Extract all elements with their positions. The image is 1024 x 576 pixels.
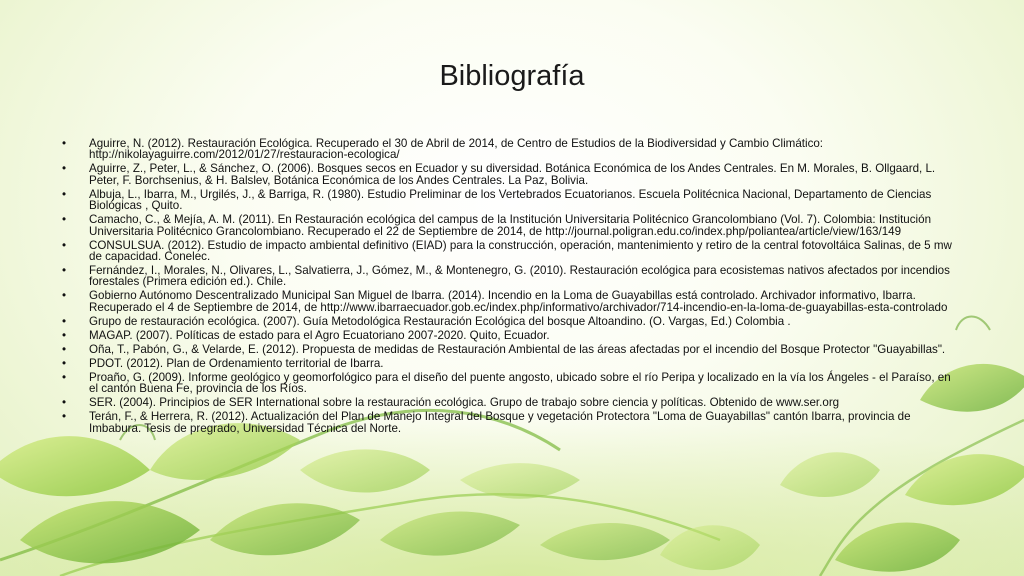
- reference-item: • Camacho, C., & Mejía, A. M. (2011). En Restauración ecológica del campus de la Institución Universitaria Politécnico Grancolombiano (Vol. 7). Colombia: Institución Universitaria Politécnico Grancolombiano. Recuperado el 22 de Septiembre de 2014, de http://journal.poligran.edu.co/index.php/poliantea/article/view/163/149: [62, 214, 962, 237]
- reference-item: • MAGAP. (2007). Políticas de estado para el Agro Ecuatoriano 2007-2020. Quito, Ecuador.: [62, 330, 962, 341]
- reference-item: • Proaño, G. (2009). Informe geológico y geomorfológico para el diseño del puente angosto, ubicado sobre el río Peripa y localizado en la vía los Ángeles - el Paraíso, en el cantón Buena Fe, provincia de los Ríos.: [62, 372, 962, 395]
- reference-item: • Oña, T., Pabón, G., & Velarde, E. (2012). Propuesta de medidas de Restauración Ambiental de las áreas afectadas por el incendio del Bosque Protector "Guayabillas".: [62, 344, 962, 355]
- reference-item: • Aguirre, Z., Peter, L., & Sánchez, O. (2006). Bosques secos en Ecuador y su diversidad. Botánica Económica de los Andes Centrales. En M. Morales, B. Ollgaard, L. Peter, F. Borchsenius, & H. Balslev, Botánica Económica de los Andes Centrales. La Paz, Bolivia.: [62, 163, 962, 186]
- reference-item: • Terán, F., & Herrera, R. (2012). Actualización del Plan de Manejo Integral del Bosque y vegetación Protectora "Loma de Guayabillas" cantón Ibarra, provincia de Imbabura. Tesis de pregrado, Universidad Técnica del Norte.: [62, 411, 962, 434]
- reference-item: • CONSULSUA. (2012). Estudio de impacto ambiental definitivo (EIAD) para la construcción, operación, mantenimiento y retiro de la central fotovoltáica Salinas, de 5 mw de capacidad. Conelec.: [62, 240, 962, 263]
- slide-title: Bibliografía: [439, 60, 585, 92]
- reference-item: • Fernández, I., Morales, N., Olivares, L., Salvatierra, J., Gómez, M., & Montenegro, G. (2010). Restauración ecológica para ecosistemas nativos afectados por incendios forestales (Primera edición ed.). Chile.: [62, 265, 962, 288]
- reference-item: • Grupo de restauración ecológica. (2007). Guía Metodológica Restauración Ecológica del bosque Altoandino. (O. Vargas, Ed.) Colombia .: [62, 316, 962, 327]
- reference-item: • Aguirre, N. (2012). Restauración Ecológica. Recuperado el 30 de Abril de 2014, de Centro de Estudios de la Biodiversidad y Cambio Climático: http://nikolayaguirre.com/2012/01/27/restauracion-ecologica/: [62, 138, 962, 161]
- reference-item: • PDOT. (2012). Plan de Ordenamiento territorial de Ibarra.: [62, 358, 962, 369]
- reference-item: • SER. (2004). Principios de SER International sobre la restauración ecológica. Grupo de trabajo sobre ciencia y políticas. Obtenido de www.ser.org: [62, 397, 962, 408]
- reference-item: • Albuja, L., Ibarra, M., Urgilés, J., & Barriga, R. (1980). Estudio Preliminar de los Vertebrados Ecuatorianos. Escuela Politécnica Nacional, Departamento de Ciencias Biológicas , Quito.: [62, 189, 962, 212]
- reference-item: • Gobierno Autónomo Descentralizado Municipal San Miguel de Ibarra. (2014). Incendio en la Loma de Guayabillas está controlado. Archivador informativo, Ibarra. Recuperado el 4 de Septiembre de 2014, de http://www.ibarraecuador.gob.ec/index.php/informativo/archivador/714-incendio-en-la-loma-de-guayabillas-esta-controlado: [62, 290, 962, 313]
- reference-list: [62, 138, 962, 437]
